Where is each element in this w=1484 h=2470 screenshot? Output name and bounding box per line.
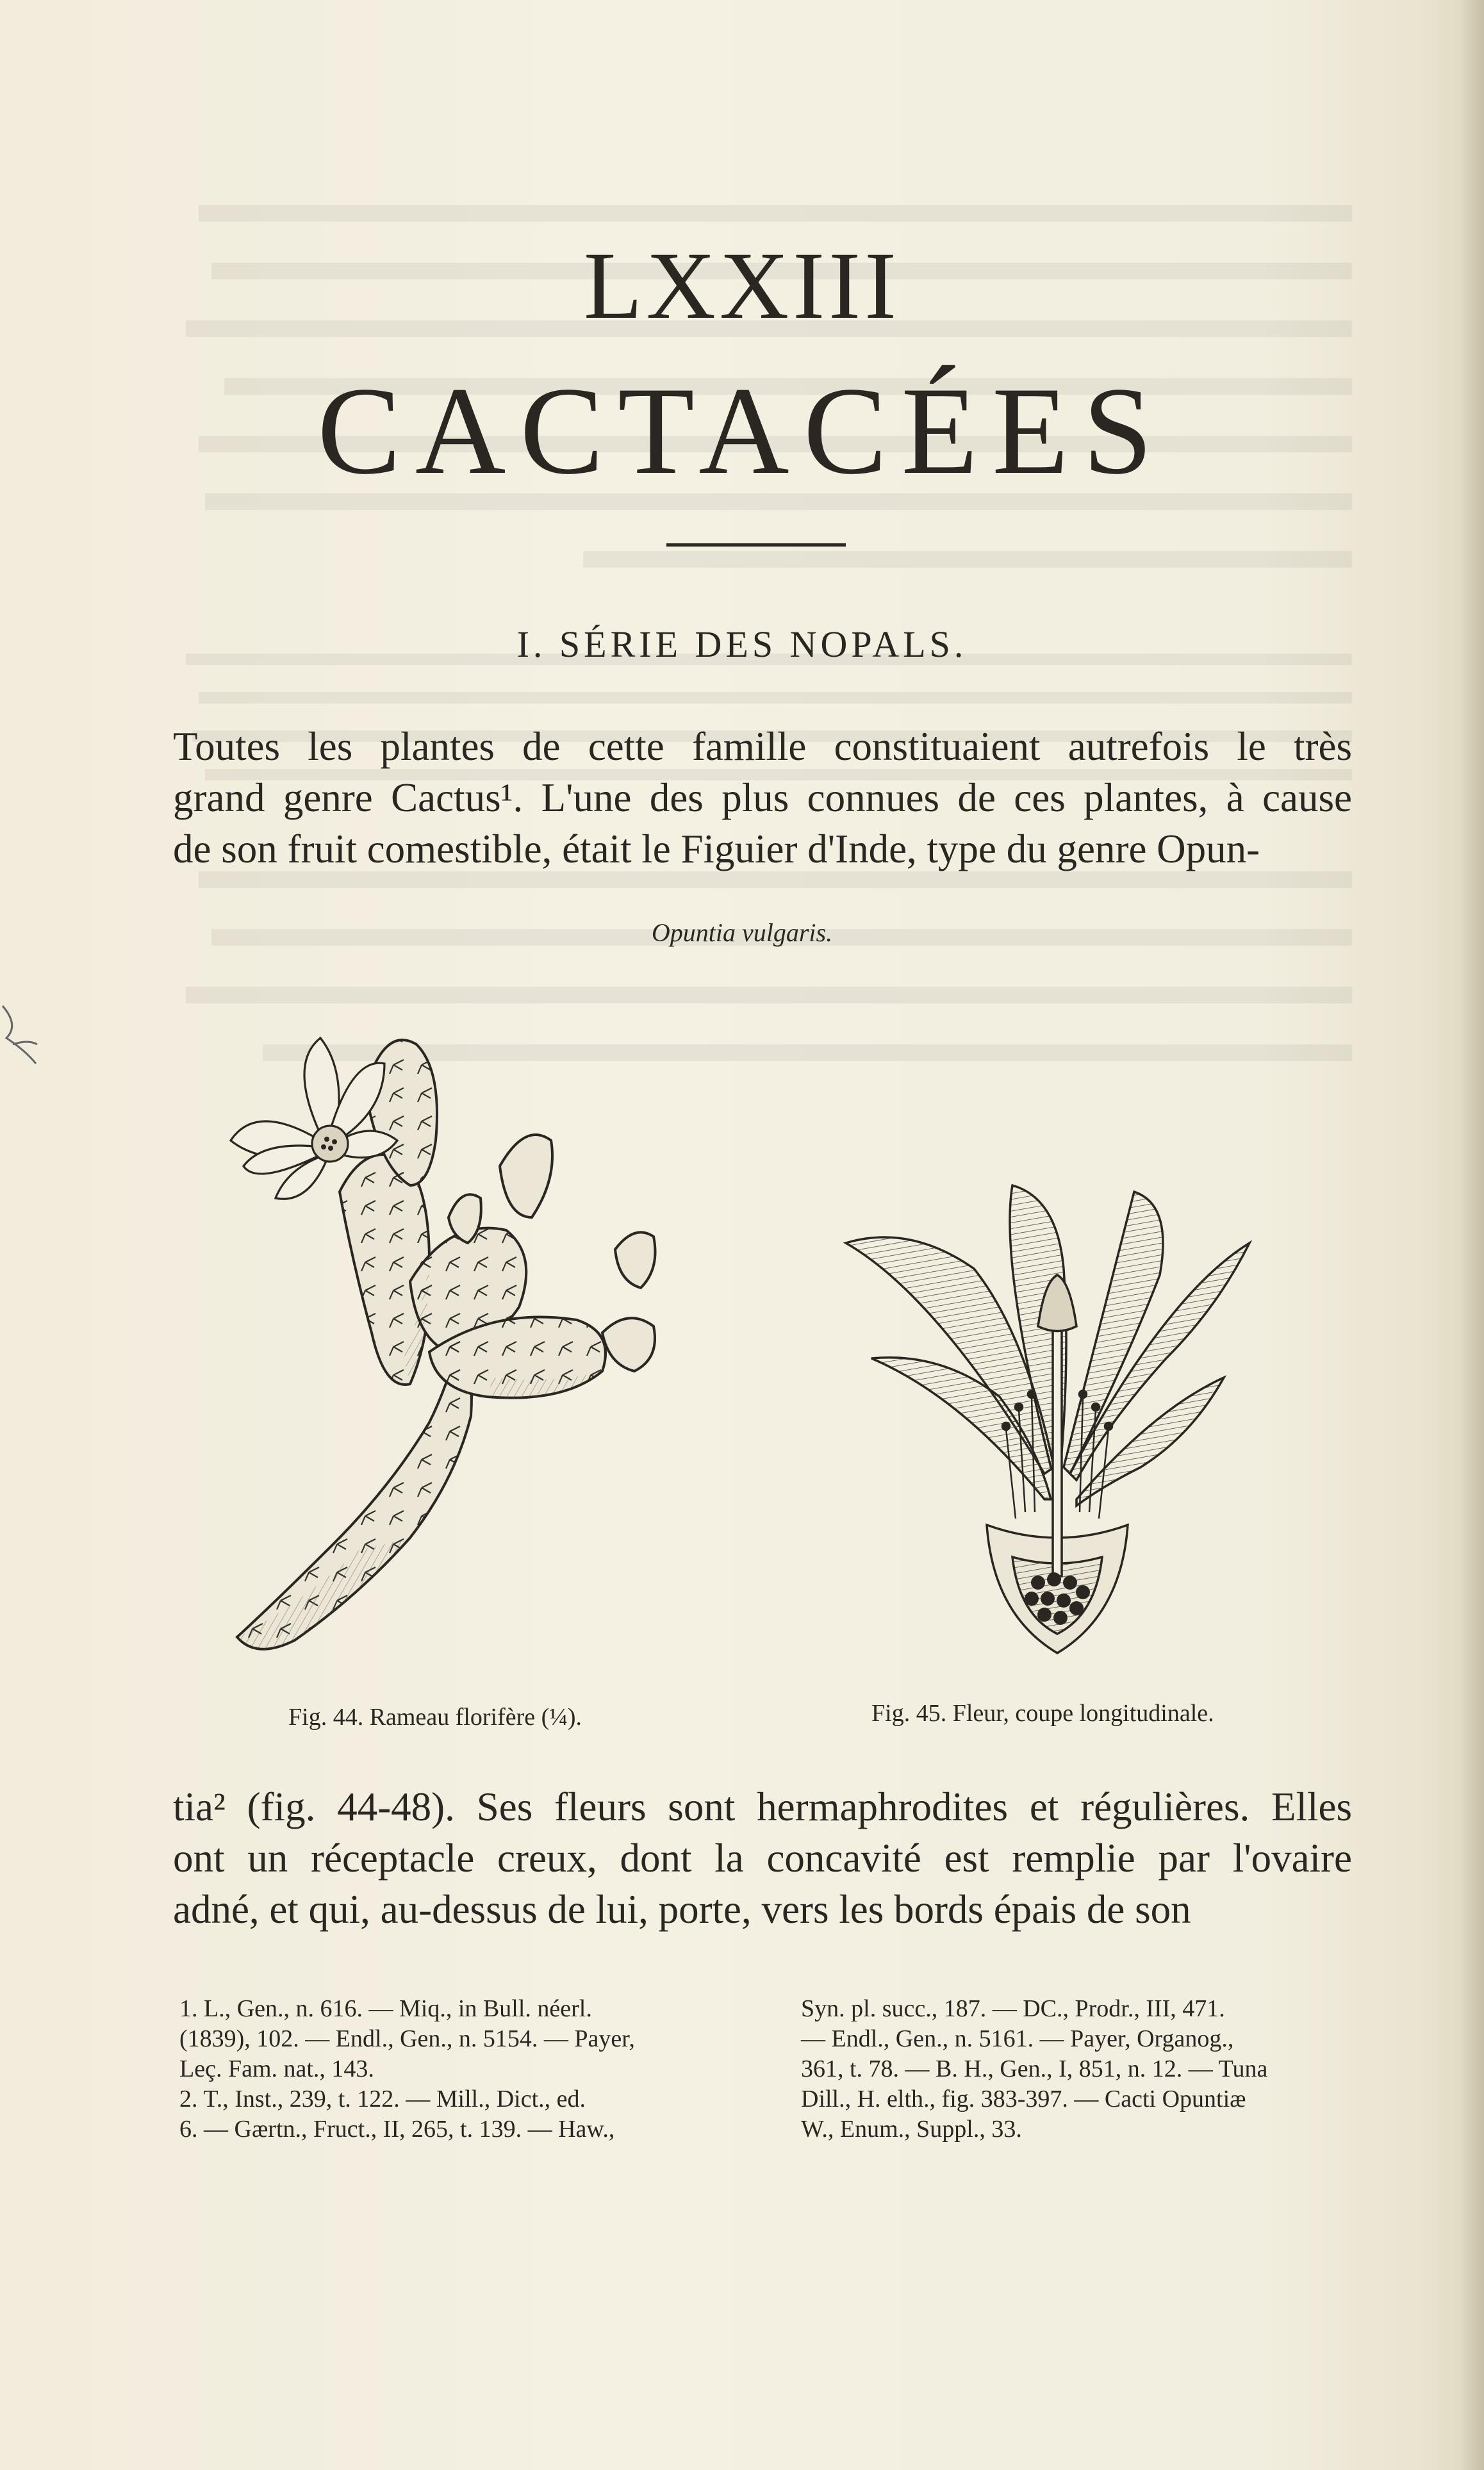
margin-mark-icon [0, 1000, 38, 1073]
paragraph-2 [173, 1781, 1352, 1935]
cactus-branch-illustration [218, 974, 769, 1679]
paragraph-2-line: adné, et qui, au-dessus de lui, porte, vers les bords épais de son [173, 1887, 1191, 1932]
flower-section-illustration [833, 1166, 1282, 1679]
paragraph-1-line: Toutes les plantes de cette famille constituaient autrefois le très [173, 724, 1352, 769]
paragraph-1 [173, 721, 1352, 875]
paragraph-2-line: tia² (fig. 44-48). Ses fleurs sont hermaphrodites et régulières. Elles [173, 1784, 1352, 1829]
paragraph-2-line: ont un réceptacle creux, dont la concavité est remplie par l'ovaire [173, 1836, 1352, 1881]
chapter-title: CACTACÉES [317, 361, 1167, 500]
footnotes-right-column [801, 1994, 1365, 2145]
paragraph-1-line: de son fruit comestible, était le Figuier d'Inde, type du genre Opun- [173, 827, 1260, 871]
footnote-line: — Endl., Gen., n. 5161. — Payer, Organog., [801, 2025, 1234, 2052]
footnote-line: Leç. Fam. nat., 143. [179, 2055, 374, 2082]
title-rule [666, 543, 846, 547]
footnote-line: 361, t. 78. — B. H., Gen., I, 851, n. 12. — Tuna [801, 2055, 1268, 2082]
figure-45-flower-section [833, 1166, 1282, 1682]
footnote-line: (1839), 102. — Endl., Gen., n. 5154. — Payer, [179, 2025, 635, 2052]
figure-caption-top: Opuntia vulgaris. [651, 918, 833, 947]
footnote-line: 2. T., Inst., 239, t. 122. — Mill., Dict., ed. [179, 2086, 586, 2112]
chapter-number: LXXIII [583, 233, 901, 339]
paragraph-1-line: grand genre Cactus¹. L'une des plus connues de ces plantes, à cause [173, 775, 1352, 820]
footnote-line: Dill., H. elth., fig. 383-397. — Cacti Opuntiæ [801, 2086, 1246, 2112]
footnotes-left-column [179, 1994, 756, 2145]
footnote-line: Syn. pl. succ., 187. — DC., Prodr., III, 471. [801, 1995, 1225, 2022]
figure-44-caption: Fig. 44. Rameau florifère (¼). [288, 1704, 582, 1731]
series-heading: I. SÉRIE DES NOPALS. [516, 623, 968, 665]
footnote-line: 1. L., Gen., n. 616. — Miq., in Bull. néerl. [179, 1995, 592, 2022]
figure-44-cactus-branch [218, 974, 769, 1682]
figure-45-caption: Fig. 45. Fleur, coupe longitudinale. [871, 1700, 1214, 1727]
footnote-line: 6. — Gærtn., Fruct., II, 265, t. 139. — Haw., [179, 2116, 615, 2143]
footnote-line: W., Enum., Suppl., 33. [801, 2116, 1022, 2143]
